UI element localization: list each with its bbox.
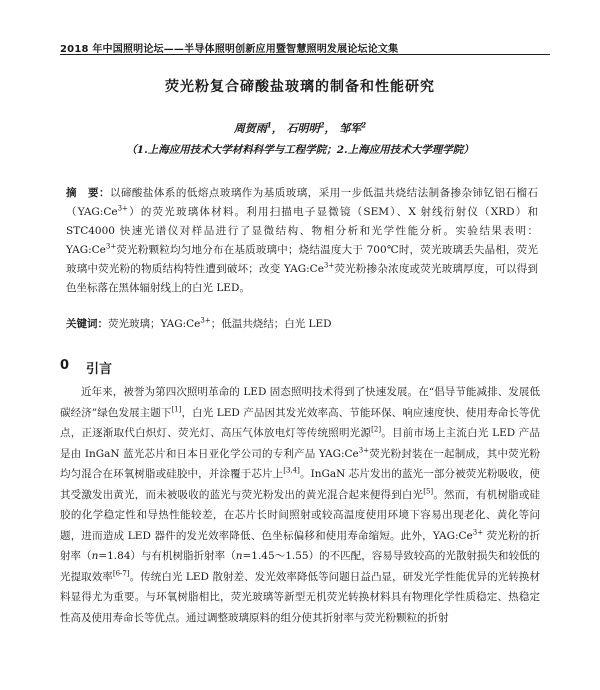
citation-ref: [3,4] [283,466,300,475]
body-text: 荧光粉封装在一起制成，其中荧光粉均匀混合在环氧树脂或硅胶中，并涂覆于芯片上 [60,447,540,480]
body-text: =1.45～1.55）的不匹配，容易导致较高的光散射损失和较低的光提取效率 [60,550,540,583]
author-3: 邹军 [339,122,362,135]
section-title: 引言 [86,362,113,377]
citation-ref: [2] [371,425,382,434]
paper-title: 荧光粉复合碲酸盐玻璃的制备和性能研究 [165,79,435,95]
refractive-index-symbol: n [91,550,99,562]
body-text: 荧光粉的折射率（ [60,529,541,562]
abstract-sup-1: 3+ [117,204,128,213]
abstract-label: 摘 要： [66,187,110,199]
body-text: 。传统白光 LED 散射差、发光效率降低等问题日益凸显，研发光学性能优异的光转换材料显得尤为重要。与环氧树脂相比，荧光玻璃等新型无机荧光转换材料具有物理化学性质稳定、热稳定性高及使用寿命长等优点。通过调整玻璃原料的组分使其折射率与荧光粉颗粒的折射 [60,570,541,624]
abstract-text-3: 荧光粉颗粒均匀地分布在基质玻璃中；烧结温度大于 700℃时，荧光玻璃丢失晶相，荧光玻璃中荧光粉的物质结构特性遭到破坏；改变 YAG:Ce [66,244,538,275]
keywords-sup: 3+ [200,316,211,325]
ion-superscript: 3+ [358,446,370,454]
body-text: 。然而，有机树脂或硅胶的化学稳定性和导热性能较差，在芯片长时间照射或较高温度使用环境下容易出现老化、黄化等问题，进而造成 LED 器件的发光效率降低、色坐标偏移和使用寿命缩短。此外，YAG:Ce [60,488,541,542]
authors-line [0,120,600,136]
keywords [66,315,538,334]
citation-ref: [6-7] [112,569,130,577]
ion-superscript: 3+ [472,528,484,536]
body-text: 近年来，被誉为第四次照明革命的 LED 固态照明技术得到了快速发展。在“倡导节能减排、发展低碳经济”绿色发展主题下 [60,386,540,419]
running-head: 2018 年中国照明论坛——半导体照明创新应用暨智慧照明发展论坛论文集 [60,44,399,55]
body-text: 。InGaN 芯片发出的蓝光一部分被荧光粉吸收，使其受激发出黄光，而未被吸收的蓝光与荧光粉发出的黄光混合起来便得到白光 [60,468,540,501]
author-sep: ， [271,122,283,135]
abstract-text-4: 荧光粉掺杂浓度或荧光玻璃厚度，可以得到色坐标落在黑体辐射线上的白光 LED。 [66,263,539,294]
author-1: 周贺雨 [233,122,267,135]
section-number: 0 [60,358,70,373]
abstract-text-2: ）的荧光玻璃体材料。利用扫描电子显微镜（SEM）、X 射线衍射仪（XRD）和 STC4000 快速光谱仪对样品进行了显微结构、物相分析和光学性能分析。实验结果表明：YAG:Ce [66,206,538,256]
body-text: 。目前市场上主流白光 LED 产品是由 InGaN 蓝光芯片和日本日亚化学公司的专利产品 YAG:Ce [60,427,540,460]
author-1-affil: 1 [266,120,272,130]
body-text: ，白光 LED 产品因其发光效率高、节能环保、响应速度快、使用寿命长等优点，正逐渐取代白炽灯、荧光灯、高压气体放电灯等传统照明光源 [60,406,541,439]
abstract [66,184,538,298]
abstract-sup-2: 3+ [105,242,117,251]
keywords-text-2: ；低温共烧结；白光 LED [210,318,332,330]
author-2-affil: 2 [319,120,325,130]
author-3-affil: 2 [361,120,367,130]
abstract-sup-3: 3+ [323,261,335,270]
citation-ref: [1] [171,405,182,413]
affiliations: （1.上海应用技术大学材料科学与工程学院；2.上海应用技术大学理学院） [126,144,474,156]
keywords-label: 关键词： [66,318,108,330]
author-2: 石明明 [286,122,320,135]
abstract-text-1: 以碲酸盐体系的低熔点玻璃作为基质玻璃，采用一步低温共烧结法制备掺杂铈钇铝石榴石（YAG:Ce [66,187,538,218]
refractive-index-symbol: n [235,550,243,562]
citation-ref: [5] [423,487,434,495]
header-rule [60,54,550,55]
body-text: =1.84）与有机树脂折射率（ [98,550,236,562]
author-sep: ， [324,122,336,135]
keywords-text-1: 荧光玻璃；YAG:Ce [108,318,201,330]
intro-paragraph [60,382,540,628]
